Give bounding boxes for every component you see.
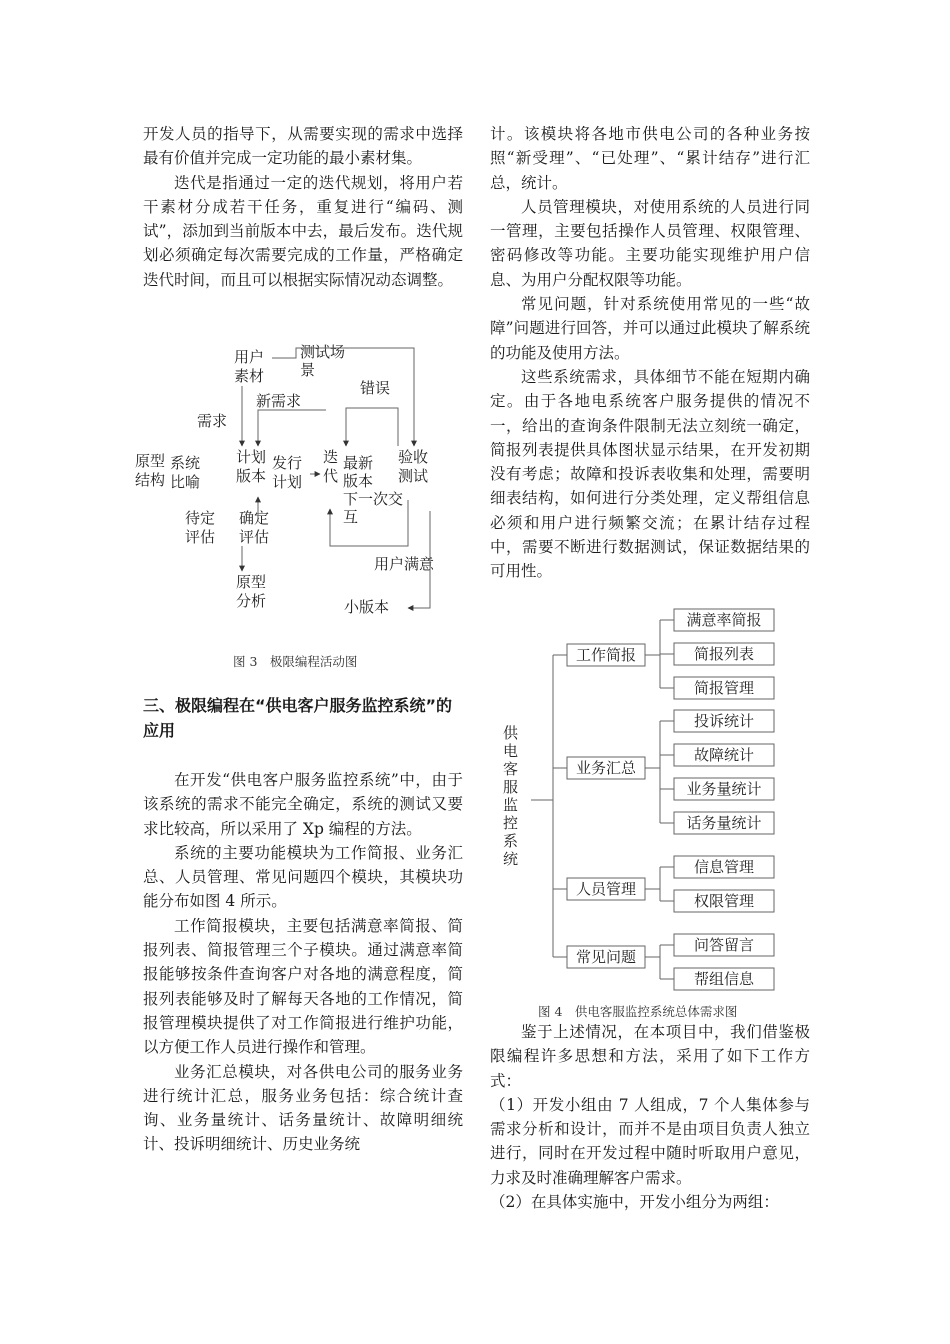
paragraph: （2）在具体实施中，开发小组分为两组： xyxy=(490,1193,779,1212)
label-prototype-analysis-2: 分析 xyxy=(236,592,267,610)
label-acceptance-test-2: 测试 xyxy=(398,467,429,485)
label-prototype-analysis-1: 原型 xyxy=(236,573,267,591)
label-iteration-2: 代 xyxy=(323,467,339,485)
leaf-label: 满意率简报 xyxy=(686,611,762,629)
label-plan-version-1: 计划 xyxy=(236,448,267,466)
label-latest-version-4: 互 xyxy=(343,508,359,526)
figure-3-activity-diagram xyxy=(130,340,470,620)
root-char: 统 xyxy=(503,850,519,868)
leaf-label: 帮组信息 xyxy=(693,970,755,988)
label-confirm-eval-2: 评估 xyxy=(239,528,270,546)
paragraph: 鉴于上述情况，在本项目中，我们借鉴极限编程许多思想和方法，采用了如下工作方式： xyxy=(490,1023,810,1090)
right-column xyxy=(490,122,810,584)
arrow-error-to-latest xyxy=(346,408,398,446)
root-char: 电 xyxy=(503,742,519,760)
label-new-requirement: 新需求 xyxy=(256,392,302,410)
left-column-lower xyxy=(143,768,463,1157)
paragraph: 系统的主要功能模块为工作简报、业务汇总、人员管理、常见问题四个模块，其模块功能分布如图 4 所示。 xyxy=(143,843,463,911)
paragraph-iteration: 迭代是指通过一定的迭代规划，将用户若干素材分成若干任务，重复进行“编码、测试”，添加到当前版本中去，最后发布。迭代规划必须确定每次需要完成的工作量，严格确定迭代时间，而且可以根据实际情况动态调整。 xyxy=(143,173,463,289)
arrow-new-req-to-plan xyxy=(258,410,326,446)
section-heading: 三、极限编程在“供电客户服务监控系统”的应用 xyxy=(143,696,453,740)
figure-4-caption: 图 4 供电客服监控系统总体需求图 xyxy=(538,1004,738,1019)
group-label: 人员管理 xyxy=(575,880,637,898)
label-acceptance-test-1: 验收 xyxy=(398,448,429,466)
paragraph: 这些系统需求，具体细节不能在短期内确定。由于各地电系统客户服务提供的情况不一，给出的查询条件限制无法立刻统一确定，简报列表提供具体图状显示结果，在开发初期没有考虑；故障和投诉表收集和处理，需要明细表结构，如何进行分类处理，定义帮组信息必须和用户进行频繁交流；在累计结存过程中，需要不断进行数据测试，保证数据结果的可用性。 xyxy=(490,367,810,581)
label-release-plan-2: 计划 xyxy=(272,473,303,491)
group-label: 常见问题 xyxy=(575,948,637,966)
paragraph: 在开发“供电客户服务监控系统”中，由于该系统的需求不能完全确定，系统的测试又要求比较高，所以采用了 Xp 编程的方法。 xyxy=(143,771,463,838)
label-confirm-eval-1: 确定 xyxy=(239,509,270,527)
paragraph: 人员管理模块，对使用系统的人员进行同一管理，主要包括操作人员管理、权限管理、密码修改等功能。主要功能实现维护用户信息、为用户分配权限等功能。 xyxy=(490,197,810,289)
leaf-label: 问答留言 xyxy=(693,936,755,954)
leaf-label: 简报管理 xyxy=(693,679,755,697)
paragraph: 工作简报模块，主要包括满意率简报、简报列表、简报管理三个子模块。通过满意率简报能够按条件查询客户对各地的满意程度，简报列表能够及时了解每天各地的工作情况，简报管理模块提供了对工作简报进行维护功能，以方便工作人员进行操作和管理。 xyxy=(143,916,463,1057)
root-char: 客 xyxy=(503,760,519,778)
root-char: 服 xyxy=(503,778,519,796)
label-user-story-2: 素材 xyxy=(234,367,265,385)
label-prototype-structure-2: 结构 xyxy=(135,471,166,489)
label-system-metaphor-1: 系统 xyxy=(170,454,201,472)
paragraph: 业务汇总模块，对各供电公司的服务业务进行统计汇总，服务业务包括：综合统计查询、业务量统计、话务量统计、故障明细统计、投诉明细统计、历史业务统 xyxy=(143,1062,463,1154)
root-char: 系 xyxy=(503,832,519,850)
label-prototype-structure-1: 原型 xyxy=(135,452,166,470)
label-requirement: 需求 xyxy=(197,412,228,430)
label-latest-version-2: 版本 xyxy=(343,472,374,490)
paragraph: 计。该模块将各地市供电公司的各种业务按照“新受理”、“已处理”、“累计结存”进行汇总，统计。 xyxy=(490,125,810,192)
label-test-scenario-2: 景 xyxy=(300,361,316,379)
paragraph: 常见问题，针对系统使用常见的一些“故障”问题进行回答，并可以通过此模块了解系统的功能及使用方法。 xyxy=(490,295,810,362)
group-label: 工作简报 xyxy=(575,646,637,664)
left-column xyxy=(143,122,463,292)
figure-4-requirements-tree xyxy=(495,602,795,994)
label-latest-version-1: 最新 xyxy=(343,454,374,472)
label-system-metaphor-2: 比喻 xyxy=(170,473,201,491)
leaf-label: 权限管理 xyxy=(693,892,755,910)
label-plan-version-2: 版本 xyxy=(236,467,267,485)
label-test-scenario-1: 测试场 xyxy=(300,343,346,361)
figure-3-caption: 图 3 极限编程活动图 xyxy=(233,654,358,669)
label-small-version: 小版本 xyxy=(344,598,390,616)
group-label: 业务汇总 xyxy=(575,759,637,777)
label-user-satisfied: 用户满意 xyxy=(374,555,435,573)
label-error: 错误 xyxy=(360,379,391,397)
leaf-label: 话务量统计 xyxy=(686,814,762,832)
paragraph: （1）开发小组由 7 人组成，7 个人集体参与需求分析和设计，而并不是由项目负责人独立进行，同时在开发过程中随时听取用户意见，力求及时准确理解客户需求。 xyxy=(490,1095,810,1187)
leaf-label: 简报列表 xyxy=(693,645,755,663)
label-latest-version-3: 下一次交 xyxy=(343,490,404,508)
leaf-label: 故障统计 xyxy=(693,746,755,764)
label-user-story-1: 用户 xyxy=(234,348,265,366)
root-char: 供 xyxy=(503,724,519,742)
root-char: 监 xyxy=(503,796,519,814)
right-column-lower xyxy=(490,1020,810,1214)
paragraph: 开发人员的指导下，从需要实现的需求中选择最有价值并完成一定功能的最小素材集。 xyxy=(143,125,463,168)
leaf-label: 信息管理 xyxy=(693,858,755,876)
leaf-label: 投诉统计 xyxy=(693,712,755,730)
label-release-plan-1: 发行 xyxy=(272,454,303,472)
label-iteration-1: 迭 xyxy=(323,448,339,466)
leaf-label: 业务量统计 xyxy=(686,780,762,798)
label-pending-eval-2: 评估 xyxy=(185,528,216,546)
root-char: 控 xyxy=(503,814,519,832)
label-pending-eval-1: 待定 xyxy=(185,509,216,527)
